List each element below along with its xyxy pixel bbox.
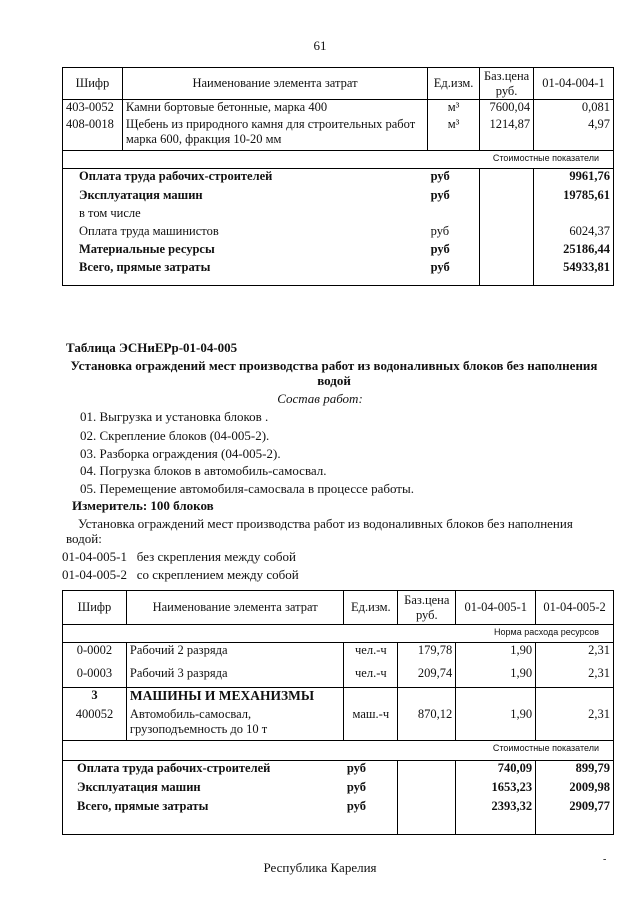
header-code: Шифр [63, 68, 123, 100]
summary-empty [480, 169, 534, 188]
row-unit: м³ [428, 100, 480, 117]
variant-text: без скрепления между собой [136, 549, 296, 564]
summary-value [534, 206, 614, 224]
summary-empty [480, 242, 534, 260]
summary-name: Материальные ресурсы [79, 241, 215, 256]
row-value: 0,081 [581, 100, 610, 114]
summary-value-2: 899,79 [536, 761, 614, 780]
summary-unit: руб [428, 169, 480, 188]
row-value-2: 2,31 [536, 643, 614, 666]
table-row [63, 117, 614, 151]
row-price: 870,12 [398, 707, 456, 741]
header-price: Баз.цена руб. [398, 591, 456, 625]
row-value-2: 2,31 [588, 706, 610, 721]
summary-value: 19785,61 [563, 187, 610, 202]
norm-label: Норма расхода ресурсов [63, 625, 614, 643]
row-name: Камни бортовые бетонные, марка 400 [122, 100, 427, 117]
header-unit: Ед.изм. [344, 591, 398, 625]
variant-line [62, 549, 296, 565]
header-name: Наименование элемента затрат [126, 591, 343, 625]
summary-unit: руб [430, 223, 450, 238]
summary-row [63, 169, 614, 188]
row-code: 400052 [63, 707, 127, 741]
header-col-01-04-004-1: 01-04-004-1 [534, 68, 614, 100]
summary-row [63, 206, 614, 224]
row-value-1: 1,90 [456, 643, 536, 666]
empty-cell [536, 688, 614, 707]
group-code: 3 [63, 688, 127, 707]
row-name: Рабочий 2 разряда [126, 643, 343, 666]
row-code: 0-0003 [63, 666, 127, 688]
variant-text: со скреплением между собой [136, 567, 299, 582]
summary-name: Эксплуатация машин [77, 779, 201, 794]
summary-empty [398, 799, 456, 835]
summary-empty [480, 206, 534, 224]
row-unit: чел.-ч [344, 666, 398, 688]
work-item: 04. Погрузка блоков в автомобиль-самосвал. [80, 463, 327, 478]
norm-label-row [63, 625, 614, 643]
summary-unit: руб [346, 798, 366, 813]
section-label-row [63, 151, 614, 169]
empty-cell [344, 688, 398, 707]
summary-unit: руб [344, 761, 398, 780]
table-row [63, 643, 614, 666]
summary-unit: руб [346, 779, 366, 794]
summary-row [63, 780, 614, 799]
summary-row [63, 242, 614, 260]
summary-empty [480, 224, 534, 242]
row-code: 0-0002 [63, 643, 127, 666]
table-row [63, 100, 614, 117]
row-price: 1214,87 [480, 117, 534, 151]
row-price: 179,78 [398, 643, 456, 666]
cost-table-01-04-004 [62, 67, 614, 286]
summary-value-1: 1653,23 [456, 780, 536, 799]
work-composition-heading: Состав работ: [277, 391, 363, 406]
row-code: 403-0052 [63, 100, 123, 117]
row-unit: чел.-ч [344, 643, 398, 666]
empty-cell [398, 688, 456, 707]
summary-empty [398, 780, 456, 799]
summary-row [63, 260, 614, 286]
section-main-title: Установка ограждений мест производства работ из водоналивных блоков без наполнения водой [70, 358, 598, 388]
header-unit: Ед.изм. [428, 68, 480, 100]
variant-line [62, 567, 299, 583]
row-price: 209,74 [398, 666, 456, 688]
row-unit: маш.-ч [344, 707, 398, 741]
variant-code: 01-04-005-2 [62, 567, 127, 582]
summary-value: 6024,37 [569, 223, 610, 238]
summary-row [63, 224, 614, 242]
work-item: 02. Скрепление блоков (04-005-2). [80, 428, 270, 443]
summary-value-1: 2393,32 [456, 799, 536, 835]
row-value-1: 1,90 [456, 666, 536, 688]
row-name: Автомобиль-самосвал, грузоподъемность до 10 т [126, 707, 343, 741]
work-item: 03. Разборка ограждения (04-005-2). [80, 446, 281, 461]
table-row [63, 666, 614, 688]
summary-unit: руб [430, 187, 450, 202]
summary-value-1: 740,09 [456, 761, 536, 780]
summary-unit: руб [430, 241, 450, 256]
summary-row [63, 799, 614, 835]
summary-value-2: 2909,77 [569, 798, 610, 813]
summary-name: Оплата труда рабочих-строителей [63, 761, 344, 780]
work-item: 05. Перемещение автомобиля-самосвала в процессе работы. [80, 481, 414, 496]
row-code: 408-0018 [63, 117, 123, 151]
summary-empty [398, 761, 456, 780]
variant-code: 01-04-005-1 [62, 549, 127, 564]
summary-name: Оплата труда рабочих-строителей [63, 169, 428, 188]
row-name: Щебень из природного камня для строительных работ марка 600, фракция 10-20 мм [122, 117, 427, 151]
summary-row [63, 761, 614, 780]
footer-mark: - [603, 854, 607, 865]
summary-unit [428, 206, 480, 224]
measurer: Измеритель: 100 блоков [72, 498, 214, 513]
summary-empty [480, 260, 534, 286]
summary-value: 54933,81 [563, 259, 610, 274]
summary-value: 25186,44 [563, 241, 610, 256]
header-col-01-04-005-1: 01-04-005-1 [456, 591, 536, 625]
summary-empty [480, 188, 534, 206]
section-description: Установка ограждений мест производства работ из водоналивных блоков без наполнения водой: [66, 516, 573, 546]
page-number: 61 [313, 38, 327, 53]
summary-name: Оплата труда машинистов [79, 223, 219, 238]
row-value: 4,97 [588, 116, 610, 131]
empty-cell [456, 688, 536, 707]
table-row [63, 707, 614, 741]
summary-name: Всего, прямые затраты [77, 798, 209, 813]
summary-name: Эксплуатация машин [79, 187, 203, 202]
row-unit: м³ [428, 117, 480, 151]
cost-table-01-04-005 [62, 590, 614, 835]
table-title: Таблица ЭСНиЕРр-01-04-005 [66, 340, 238, 355]
section-label: Стоимостные показатели [63, 741, 614, 761]
summary-value: 9961,76 [534, 169, 614, 188]
section-label: Стоимостные показатели [63, 151, 614, 169]
header-code: Шифр [63, 591, 127, 625]
summary-name: в том числе [79, 205, 141, 220]
row-value-2: 2,31 [588, 665, 610, 680]
group-row [63, 688, 614, 707]
header-col-01-04-005-2: 01-04-005-2 [536, 591, 614, 625]
table-header-row [63, 68, 614, 100]
group-name: МАШИНЫ И МЕХАНИЗМЫ [126, 688, 343, 707]
header-price: Баз.цена руб. [480, 68, 534, 100]
summary-value-2: 2009,98 [569, 779, 610, 794]
footer-region: Республика Карелия [263, 860, 377, 875]
table-header-row [63, 591, 614, 625]
summary-name: Всего, прямые затраты [79, 259, 211, 274]
header-name: Наименование элемента затрат [122, 68, 427, 100]
summary-row [63, 188, 614, 206]
summary-unit: руб [430, 259, 450, 274]
row-price: 7600,04 [480, 100, 534, 117]
row-name: Рабочий 3 разряда [126, 666, 343, 688]
row-value-1: 1,90 [456, 707, 536, 741]
work-item: 01. Выгрузка и установка блоков . [80, 409, 269, 424]
section-label-row [63, 741, 614, 761]
